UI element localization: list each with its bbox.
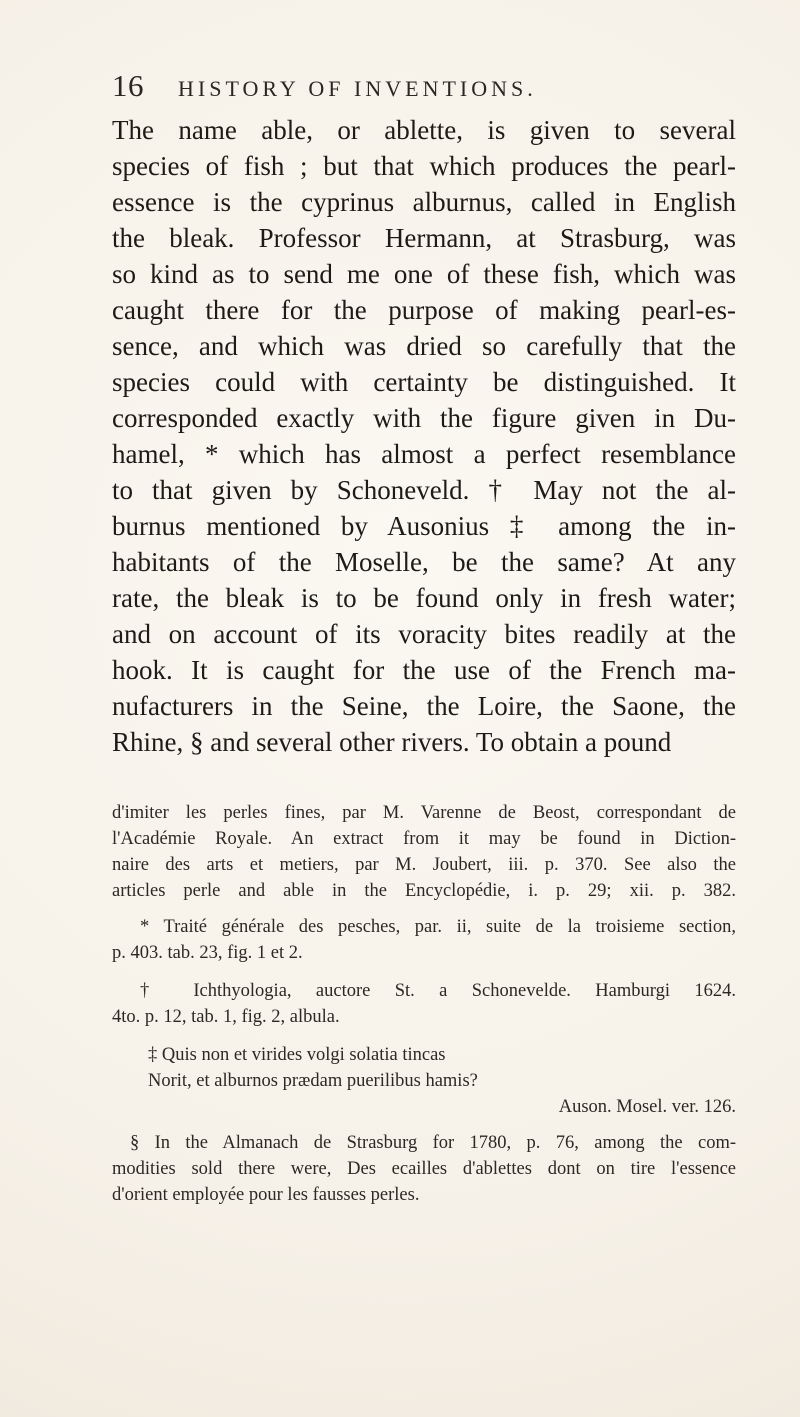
page-number: 16 [112, 68, 144, 103]
footnote-line: ‡ Quis non et virides volgi solatia tincas [148, 1045, 446, 1065]
footnote-line: † Ichthyologia, auctore St. a Schonevelde. Hamburgi 1624. [140, 981, 736, 1001]
footnotes-block [112, 800, 736, 1240]
footnote-line: d'orient employée pour les fausses perles. [112, 1185, 420, 1205]
body-line: The name able, or ablette, is given to several [112, 115, 736, 145]
body-line: nufacturers in the Seine, the Loire, the Saone, the [112, 691, 736, 721]
body-line: hamel, * which has almost a perfect resemblance [112, 439, 736, 469]
body-line: so kind as to send me one of these fish, which was [112, 259, 736, 289]
body-line: to that given by Schoneveld. † May not the al- [112, 475, 736, 505]
footnote-line: p. 403. tab. 23, fig. 1 et 2. [112, 943, 303, 963]
body-line: hook. It is caught for the use of the French ma- [112, 655, 736, 685]
body-line: corresponded exactly with the figure given in Du- [112, 403, 736, 433]
body-line: sence, and which was dried so carefully that the [112, 331, 736, 361]
footnote-line: Norit, et alburnos prædam puerilibus hamis? [148, 1071, 478, 1091]
body-line: rate, the bleak is to be found only in fresh water; [112, 583, 736, 613]
body-line: Rhine, § and several other rivers. To obtain a pound [112, 727, 672, 757]
body-line: burnus mentioned by Ausonius ‡ among the in- [112, 511, 736, 541]
body-line: essence is the cyprinus alburnus, called in English [112, 187, 736, 217]
footnote-line: 4to. p. 12, tab. 1, fig. 2, albula. [112, 1007, 340, 1027]
body-line: species of fish ; but that which produces the pearl- [112, 151, 736, 181]
body-line: the bleak. Professor Hermann, at Strasburg, was [112, 223, 736, 253]
body-line: and on account of its voracity bites readily at the [112, 619, 736, 649]
footnote-line: * Traité générale des pesches, par. ii, suite de la troisieme section, [140, 917, 736, 937]
running-head: HISTORY OF INVENTIONS. [178, 76, 537, 101]
footnote-line: naire des arts et metiers, par M. Joubert, iii. p. 370. See also the [112, 855, 736, 875]
footnote-line: § In the Almanach de Strasburg for 1780, p. 76, among the com- [130, 1133, 736, 1153]
body-line: habitants of the Moselle, be the same? At any [112, 547, 736, 577]
footnote-line: l'Académie Royale. An extract from it may be found in Diction- [112, 829, 736, 849]
page-header [112, 68, 732, 108]
footnote-line: modities sold there were, Des ecailles d'ablettes dont on tire l'essence [112, 1159, 736, 1179]
footnote-line: d'imiter les perles fines, par M. Varenne de Beost, correspondant de [112, 803, 736, 823]
footnote-line: articles perle and able in the Encyclopédie, i. p. 29; xii. p. 382. [112, 881, 736, 901]
main-text-block [112, 112, 736, 772]
footnote-source: Auson. Mosel. ver. 126. [558, 1097, 736, 1117]
body-line: caught there for the purpose of making pearl-es- [112, 295, 736, 325]
body-line: species could with certainty be distinguished. It [112, 367, 736, 397]
